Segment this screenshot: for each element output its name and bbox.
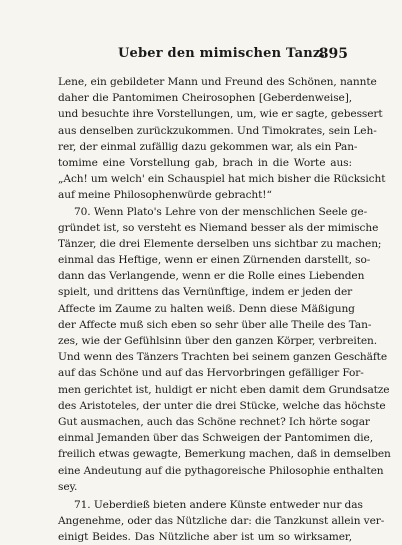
text-line: und besuchte ihre Vorstellungen, um, wie er sagte, gebessert — [58, 108, 383, 121]
text-line: men gerichtet ist, huldigt er nicht eben damit dem Grundsatze — [58, 383, 390, 396]
text-line: Tänzer, die drei Elemente derselben uns sichtbar zu machen; — [58, 237, 382, 250]
text-line: „Ach! um welch' ein Schauspiel hat mich bisher die Rücksicht — [58, 173, 386, 186]
paragraph-70-start: 70. Wenn Plato's Lehre von der menschlichen Seele ge- — [74, 205, 368, 218]
text-line: freilich etwas gewagte, Bemerkung machen, daß in demselben — [58, 448, 391, 461]
text-line: sey. — [58, 480, 78, 493]
text-line: dann das Verlangende, wenn er die Rolle eines Liebenden — [58, 270, 365, 283]
text-line: Affecte im Zaume zu halten weiß. Denn diese Mäßigung — [58, 302, 355, 315]
page-number: 895 — [318, 46, 348, 62]
text-line: spielt, und drittens das Vernünftige, indem er jeden der — [58, 286, 353, 299]
page-header — [58, 46, 348, 66]
text-line: einmal Jemanden über das Schweigen der Pantomimen die, — [58, 432, 373, 445]
text-line: auf meine Philosophenwürde gebracht!“ — [58, 189, 272, 202]
text-line: eine Andeutung auf die pythagoreische Philosophie enthalten — [58, 464, 384, 477]
text-line: Lene, ein gebildeter Mann und Freund des Schönen, nannte — [58, 76, 377, 88]
text-line: gründet ist, so versteht es Niemand besser als der mimische — [58, 221, 379, 234]
text-line: des Aristoteles, der unter die drei Stücke, welche das höchste — [58, 399, 386, 412]
text-line: der Affecte muß sich eben so sehr über alle Theile des Tan- — [58, 318, 372, 331]
text-line: Angenehme, oder das Nützliche dar: die Tanzkunst allein ver- — [58, 515, 385, 528]
text-line: rer, der einmal zufällig dazu gekommen war, als ein Pan- — [58, 140, 358, 153]
text-line: Und wenn des Tänzers Trachten bei seinem ganzen Geschäfte — [58, 351, 387, 364]
text-line: einigt Beides. Das Nützliche aber ist um so wirksamer, — [58, 531, 352, 544]
text-line: einmal das Heftige, wenn er einen Zürnenden darstellt, so- — [58, 254, 371, 267]
text-line: tomime eine Vorstellung gab, brach in die Worte aus: — [58, 156, 352, 169]
running-title: Ueber den mimischen Tanz. — [118, 46, 326, 61]
text-line: Gut ausmachen, auch das Schöne rechnet? Ich hörte sogar — [58, 415, 370, 428]
text-line: daher die Pantomimen Cheirosophen [Geberdenweise], — [58, 92, 352, 105]
paragraph-71-start: 71. Ueberdieß bieten andere Künste entweder nur das — [74, 498, 363, 511]
text-line: auf das Schöne und auf das Hervorbringen gefälliger For- — [58, 367, 364, 380]
page-body — [58, 74, 391, 545]
text-line: zes, wie der Gefühlsinn über den ganzen Körper, verbreiten. — [58, 335, 378, 347]
text-line: aus denselben zurückzukommen. Und Timokrates, sein Leh- — [58, 124, 377, 137]
